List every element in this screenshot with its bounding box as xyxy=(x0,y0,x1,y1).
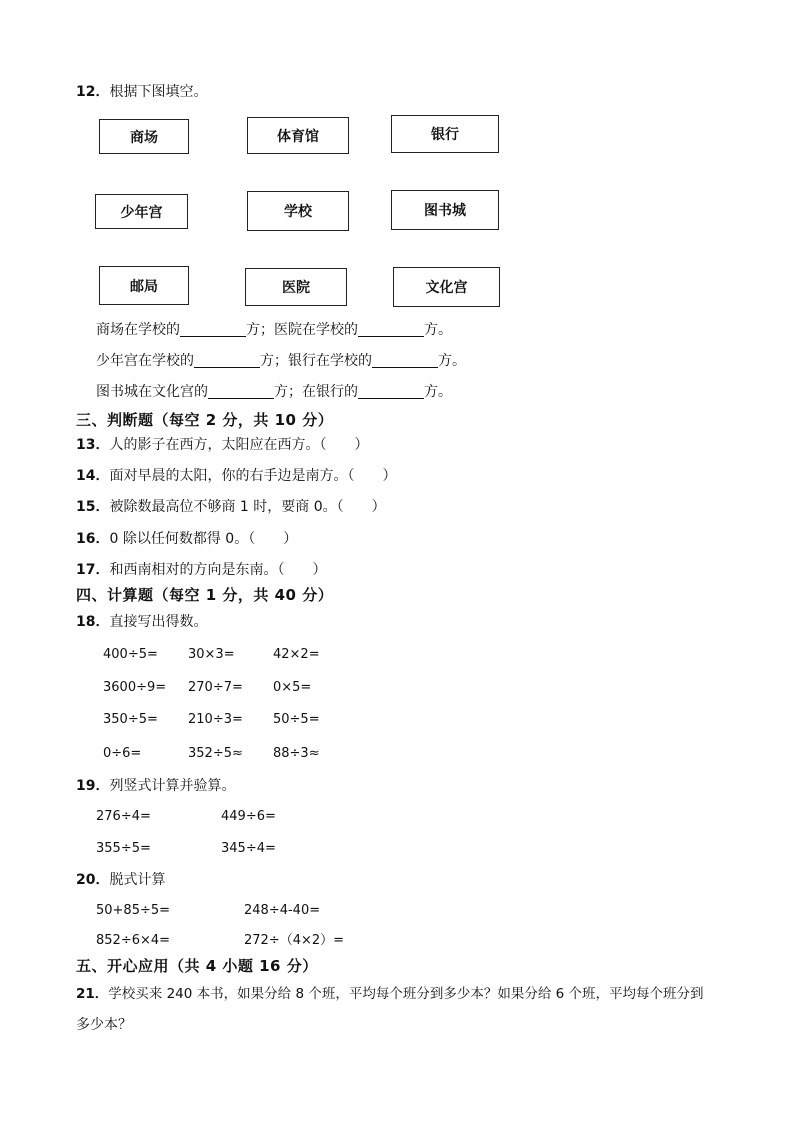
question-12 xyxy=(76,83,207,101)
calc-item: 449÷6= xyxy=(221,809,276,824)
calc-item: 276÷4= xyxy=(96,809,151,824)
question-21-continued: 多少本？ xyxy=(76,1017,132,1033)
calc-item: 30×3= xyxy=(188,647,235,662)
question-21: 21．学校买来 240 本书，如果分给 8 个班，平均每个班分到多少本？如果分给 6 个班，平均每个班分到 xyxy=(76,986,704,1002)
calc-item: 270÷7= xyxy=(188,680,243,695)
answer-blank[interactable] xyxy=(194,353,260,368)
fill-line-2: 少年宫在学校的 方；银行在学校的 方。 xyxy=(96,353,466,369)
question-19: 19．列竖式计算并验算。 xyxy=(76,778,236,794)
calc-item: 0×5= xyxy=(273,680,312,695)
calc-item: 350÷5= xyxy=(103,712,158,727)
question-14: 14．面对早晨的太阳，你的右手边是南方。（ ） xyxy=(76,468,397,484)
question-number: 12． xyxy=(76,84,110,100)
box-mall: 商场 xyxy=(99,119,189,154)
calc-item: 272÷（4×2）= xyxy=(244,933,345,948)
fill-line-3: 图书城在文化宫的 方；在银行的 方。 xyxy=(96,384,452,400)
question-18: 18．直接写出得数。 xyxy=(76,614,208,630)
box-youth-palace: 少年宫 xyxy=(95,194,188,229)
answer-blank[interactable] xyxy=(372,353,438,368)
calc-item: 345÷4= xyxy=(221,841,276,856)
calc-item: 42×2= xyxy=(273,647,320,662)
calc-item: 88÷3≈ xyxy=(273,746,320,761)
answer-blank[interactable] xyxy=(208,384,274,399)
answer-blank[interactable] xyxy=(180,322,246,337)
question-16: 16．0 除以任何数都得 0。（ ） xyxy=(76,531,298,547)
calc-item: 50+85÷5= xyxy=(96,903,171,918)
calc-item: 400÷5= xyxy=(103,647,158,662)
calc-item: 355÷5= xyxy=(96,841,151,856)
fill-line-1: 商场在学校的 方；医院在学校的 方。 xyxy=(96,322,452,338)
question-13: 13．人的影子在西方，太阳应在西方。（ ） xyxy=(76,437,369,453)
calc-item: 0÷6= xyxy=(103,746,142,761)
calc-item: 248÷4-40= xyxy=(244,903,321,918)
calc-item: 3600÷9= xyxy=(103,680,167,695)
section-title-judgement: 三、判断题（每空 2 分，共 10 分） xyxy=(76,411,334,429)
box-book-city: 图书城 xyxy=(391,190,499,230)
calc-item: 352÷5≈ xyxy=(188,746,243,761)
question-15: 15．被除数最高位不够商 1 时，要商 0。（ ） xyxy=(76,499,386,515)
answer-blank[interactable] xyxy=(358,322,424,337)
box-post-office: 邮局 xyxy=(99,266,189,305)
question-20: 20．脱式计算 xyxy=(76,872,166,888)
answer-blank[interactable] xyxy=(358,384,424,399)
box-bank: 银行 xyxy=(391,115,499,153)
box-gym: 体育馆 xyxy=(247,117,349,154)
box-culture-palace: 文化宫 xyxy=(393,267,500,307)
question-17: 17．和西南相对的方向是东南。（ ） xyxy=(76,562,327,578)
box-hospital: 医院 xyxy=(245,268,347,306)
section-title-application: 五、开心应用（共 4 小题 16 分） xyxy=(76,957,318,975)
box-school: 学校 xyxy=(247,191,349,231)
question-text: 根据下图填空。 xyxy=(109,84,208,100)
section-title-calculation: 四、计算题（每空 1 分，共 40 分） xyxy=(76,586,334,604)
calc-item: 50÷5= xyxy=(273,712,320,727)
calc-item: 852÷6×4= xyxy=(96,933,171,948)
calc-item: 210÷3= xyxy=(188,712,243,727)
